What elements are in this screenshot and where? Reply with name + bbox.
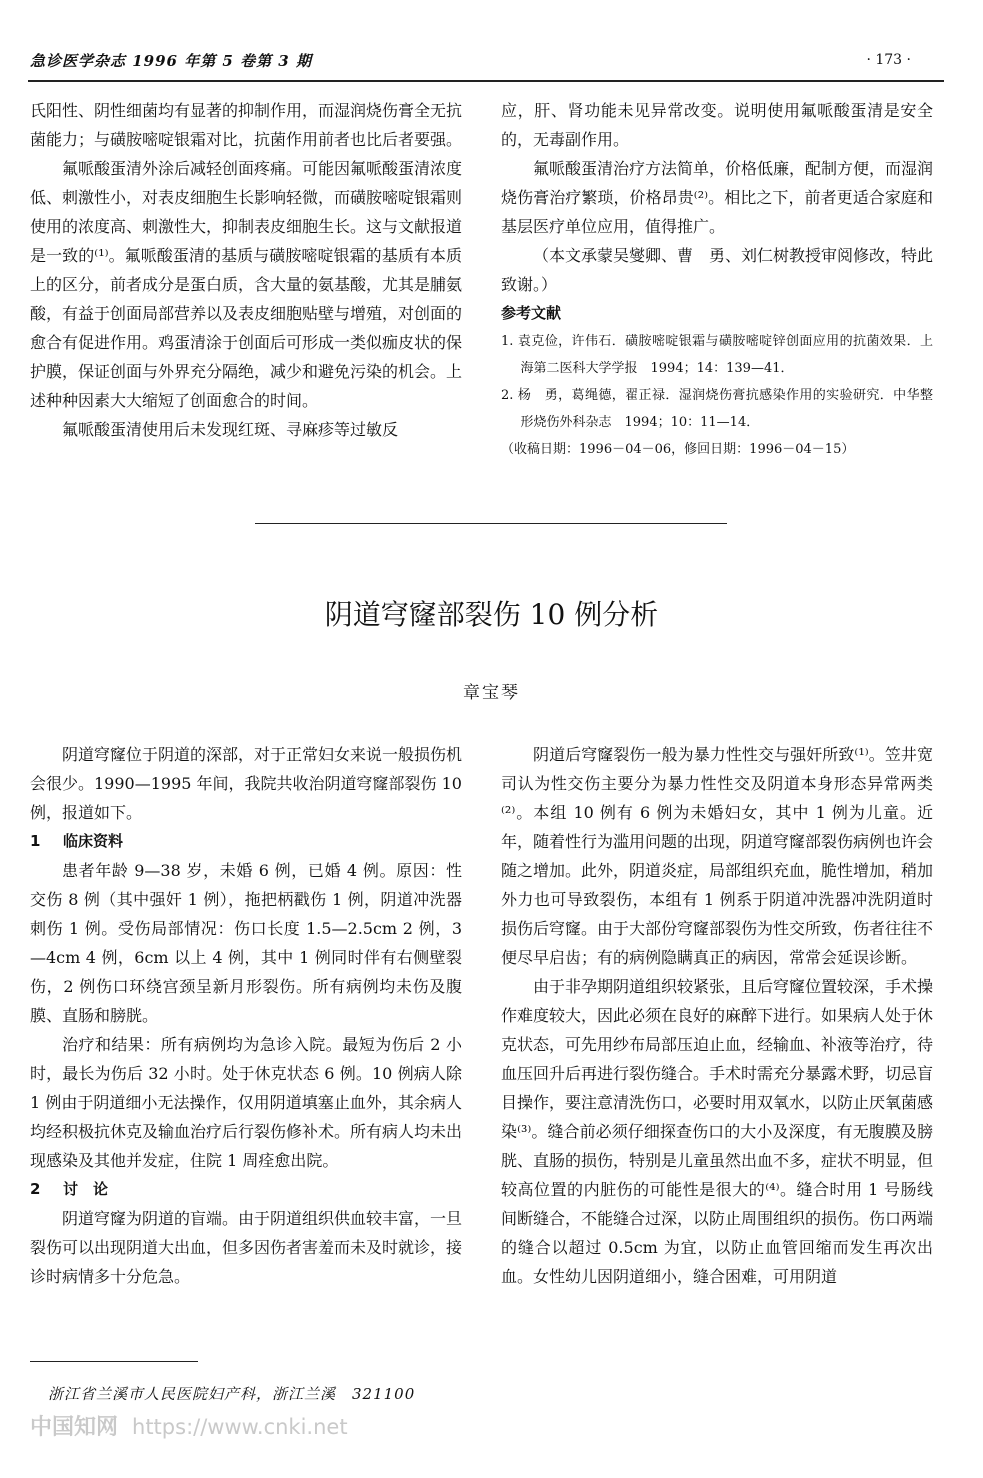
discussion-paragraph-1: 阴道后穹窿裂伤一般为暴力性性交与强奸所致⁽¹⁾。笠井宽司认为性交伤主要分为暴力性性交及阴道本身形态异常两类⁽²⁾。本组 10 例有 6 例为未婚妇女，其中 1 例为儿童。近年，随着性行为滥用问题的出现，阴道穹窿部裂伤病例也许会随之增加。此外，阴道炎症，局部组织充血，脆性增加，稍加外力也可导致裂伤，本组有 1 例系于阴道冲洗器冲洗阴道时损伤后穹窿。由于大部份穹窿部裂伤为性交所致，伤者往往不便尽早启齿；有的病例隐瞒真正的病因，常常会延误诊断。 [501, 745, 934, 967]
prev-right-paragraph-1: 应，肝、肾功能未见异常改变。说明使用氟哌酸蛋清是安全的，无毒副作用。 [501, 101, 933, 149]
section-1-heading [30, 827, 462, 856]
section-2-number: 2 [30, 1180, 41, 1198]
header-rule [28, 80, 944, 82]
received-dates: （收稿日期：1996－04－06，修回日期：1996－04－15） [501, 442, 855, 457]
section-1-paragraph-1: 患者年龄 9—38 岁，未婚 6 例，已婚 4 例。原因：性交伤 8 例（其中强奸 1 例），拖把柄戳伤 1 例，阴道冲洗器刺伤 1 例。受伤局部情况：伤口长度 1.5—2.5cm 2 例，3—4cm 4 例，6cm 以上 4 例，其中 1 例同时伴有右侧壁裂伤，2 例伤口环绕宫颈呈新月形裂伤。所有病例均未伤及腹膜、直肠和膀胱。 [30, 861, 462, 1025]
article-right-column [501, 740, 933, 1291]
watermark-brand: 中国知网 [30, 1415, 119, 1440]
prev-left-paragraph-2: 氟哌酸蛋清外涂后减轻创面疼痛。可能因氟哌酸蛋清浓度低、刺激性小，对表皮细胞生长影响轻微，而磺胺嘧啶银霜则使用的浓度高、刺激性大，抑制表皮细胞生长。这与文献报道是一致的⁽¹⁾。氟哌酸蛋清的基质与磺胺嘧啶银霜的基质有本质上的区分，前者成分是蛋白质，含大量的氨基酸，尤其是脯氨酸，有益于创面局部营养以及表皮细胞贴壁与增殖，对创面的愈合有促进作用。鸡蛋清涂于创面后可形成一类似痂皮状的保护膜，保证创面与外界充分隔绝，减少和避免污染的机会。上述种种因素大大缩短了创面愈合的时间。 [30, 159, 463, 410]
prev-article-right-column [501, 96, 933, 463]
watermark-url: https://www.cnki.net [132, 1415, 348, 1439]
acknowledgement: （本文承蒙吴燮卿、曹 勇、刘仁树教授审阅修改，特此致谢。） [501, 246, 934, 294]
section-1-paragraph-2: 治疗和结果：所有病例均为急诊入院。最短为伤后 2 小时，最长为伤后 32 小时。处于休克状态 6 例。10 例病人除 1 例由于阴道细小无法操作，仅用阴道填塞止血外，其余病人均经积极抗休克及输血治疗后行裂伤修补术。所有病人均未出现感染及其他并发症，住院 1 周痊愈出院。 [30, 1035, 463, 1170]
article-title: 阴道穹窿部裂伤 10 例分析 [324, 598, 659, 631]
section-1-title: 临床资料 [63, 832, 124, 850]
reference-1: 1. 袁克俭，许伟石．磺胺嘧啶银霜与磺胺嘧啶锌创面应用的抗菌效果．上海第二医科大学学报 1994；14：139—41． [501, 334, 933, 376]
intro-paragraph: 阴道穹窿位于阴道的深部，对于正常妇女来说一般损伤机会很少。1990—1995 年间，我院共收治阴道穹窿部裂伤 10 例，报道如下。 [30, 745, 463, 822]
page-number: · 173 · [866, 52, 911, 68]
section-2-heading [30, 1175, 462, 1204]
article-left-column [30, 740, 462, 1291]
footnote-rule [30, 1361, 198, 1362]
prev-article-left-column [30, 96, 462, 444]
section-1-number: 1 [30, 832, 41, 850]
journal-header: 急诊医学杂志 1996 年第 5 卷第 3 期 [30, 52, 312, 70]
article-separator [255, 523, 727, 524]
cnki-watermark [30, 1410, 348, 1441]
references-heading: 参考文献 [501, 304, 562, 322]
prev-left-paragraph-1: 氏阳性、阴性细菌均有显著的抑制作用，而湿润烧伤膏全无抗菌能力；与磺胺嘧啶银霜对比，抗菌作用前者也比后者要强。 [30, 101, 463, 149]
article-author: 章宝琴 [463, 683, 520, 703]
section-2-title: 讨 论 [63, 1180, 109, 1198]
section-2-paragraph-1: 阴道穹窿为阴道的盲端。由于阴道组织供血较丰富，一旦裂伤可以出现阴道大出血，但多因伤者害羞而未及时就诊，接诊时病情多十分危急。 [30, 1209, 463, 1286]
reference-2: 2. 杨 勇，葛绳德，翟正禄．湿润烧伤膏抗感染作用的实验研究．中华整形烧伤外科杂志 1994；10：11—14． [501, 388, 933, 430]
prev-left-paragraph-3: 氟哌酸蛋清使用后未发现红斑、寻麻疹等过敏反 [62, 420, 399, 439]
prev-right-paragraph-2: 氟哌酸蛋清治疗方法简单，价格低廉，配制方便，而湿润烧伤膏治疗繁琐，价格昂贵⁽²⁾。相比之下，前者更适合家庭和基层医疗单位应用，值得推广。 [501, 159, 934, 236]
author-affiliation: 浙江省兰溪市人民医院妇产科，浙江兰溪 321100 [48, 1385, 416, 1403]
discussion-paragraph-2: 由于非孕期阴道组织较紧张，且后穹窿位置较深，手术操作难度较大，因此必须在良好的麻醉下进行。如果病人处于休克状态，可先用纱布局部压迫止血，经输血、补液等治疗，待血压回升后再进行裂伤缝合。手术时需充分暴露术野，切忌盲目操作，要注意清洗伤口，必要时用双氧水，以防止厌氧菌感染⁽³⁾。缝合前必须仔细探查伤口的大小及深度，有无腹膜及膀胱、直肠的损伤，特别是儿童虽然出血不多，症状不明显，但较高位置的内脏伤的可能性是很大的⁽⁴⁾。缝合时用 1 号肠线间断缝合，不能缝合过深，以防止周围组织的损伤。伤口两端的缝合以超过 0.5cm 为宜，以防止血管回缩而发生再次出血。女性幼儿因阴道细小，缝合困难，可用阴道 [501, 977, 934, 1286]
